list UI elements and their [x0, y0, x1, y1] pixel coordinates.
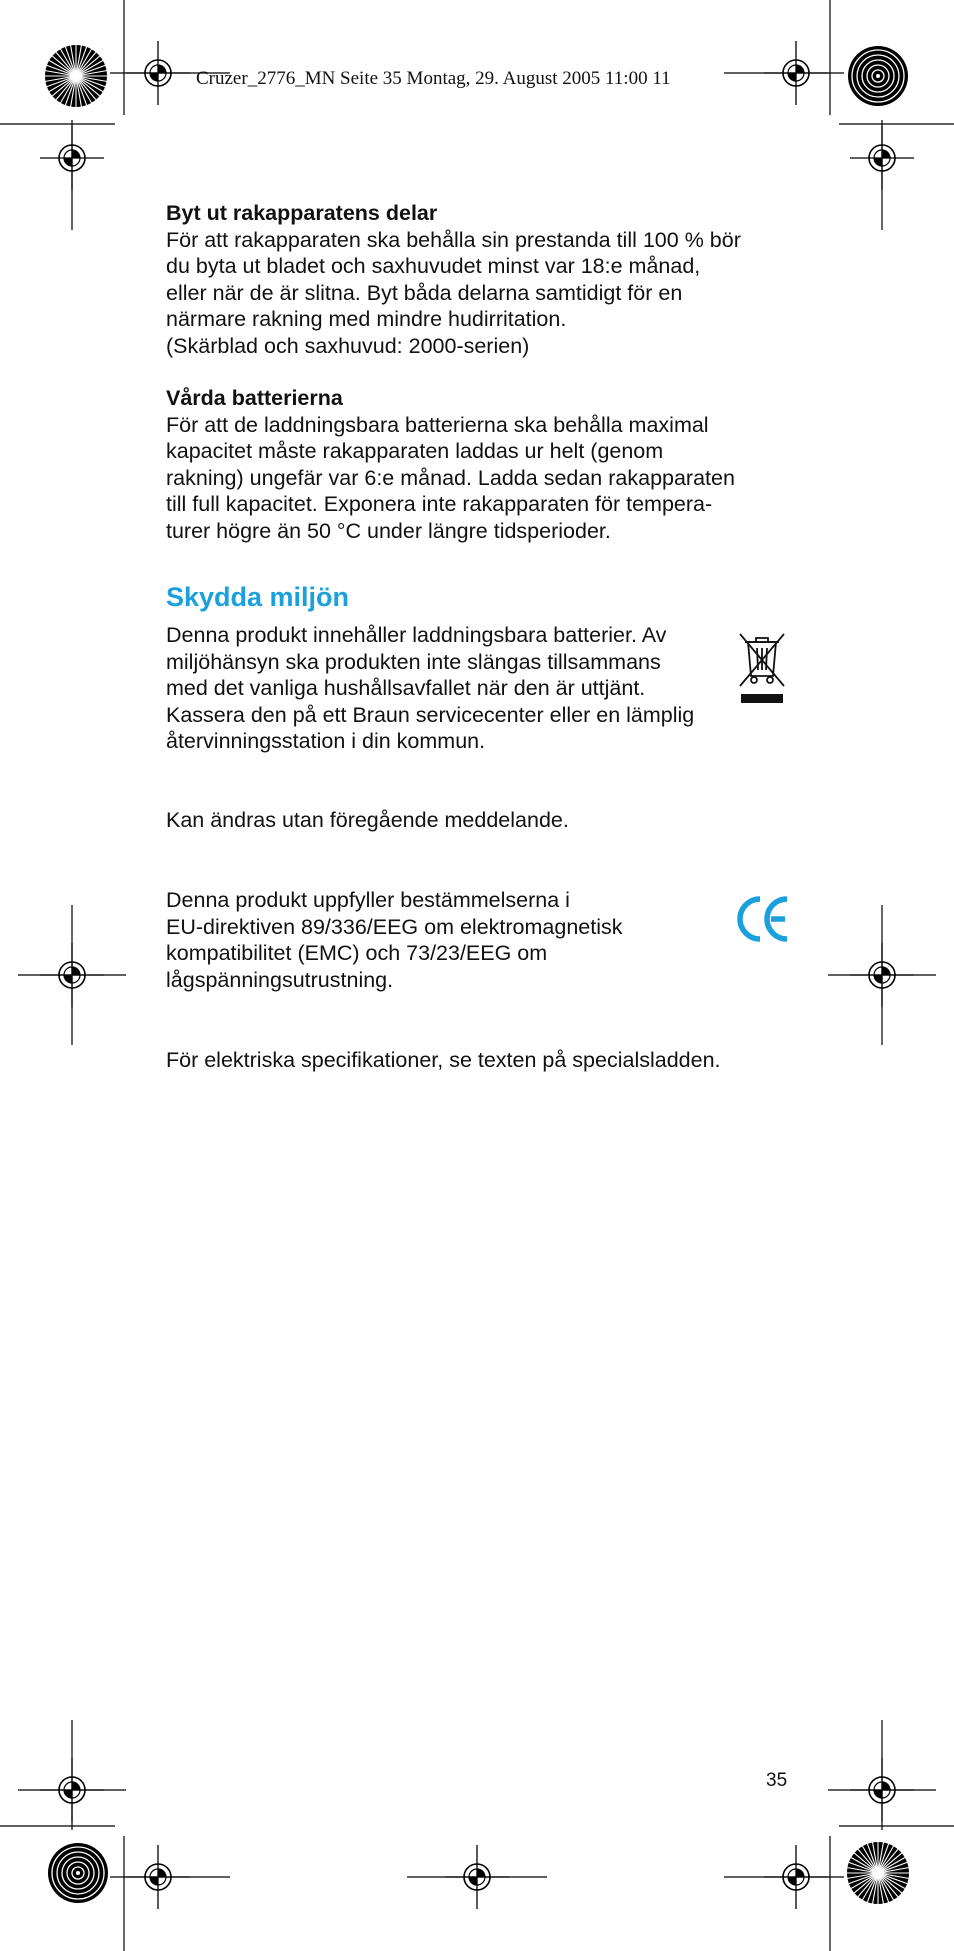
section-ce	[166, 887, 796, 993]
section-electrical	[166, 1047, 796, 1074]
text-line: eller när de är slitna. Byt båda delarna samtidigt för en	[166, 280, 683, 305]
print-slug: Cruzer_2776_MN Seite 35 Montag, 29. August 2005 11:00 11	[196, 68, 671, 89]
section-replace-parts	[166, 200, 796, 359]
text-line: Denna produkt uppfyller bestämmelserna i	[166, 888, 570, 912]
environment-heading: Skydda miljön	[166, 582, 350, 612]
text-line: För att rakapparaten ska behålla sin prestanda till 100 % bör	[166, 227, 741, 252]
section-title: Vårda batterierna	[166, 386, 343, 410]
text-line: miljöhänsyn ska produkten inte slängas tillsammans	[166, 649, 661, 674]
text-line: kapacitet måste rakapparaten laddas ur helt (genom	[166, 439, 664, 463]
text-line: till full kapacitet. Exponera inte rakapparaten för tempera-	[166, 492, 713, 516]
text-line: närmare rakning med mindre hudirritation.	[166, 307, 567, 331]
text-line: du byta ut bladet och saxhuvudet minst var 18:e månad,	[166, 254, 701, 278]
section-battery-care	[166, 385, 796, 544]
text-line: rakning) ungefär var 6:e månad. Ladda sedan rakapparaten	[166, 465, 735, 490]
text-line: återvinningsstation i din kommun.	[166, 729, 486, 753]
text-line: med det vanliga hushållsavfallet när den är uttjänt.	[166, 676, 646, 700]
text-line: För att de laddningsbara batterierna ska behålla maximal	[166, 412, 709, 437]
notice-text: Kan ändras utan föregående meddelande.	[166, 807, 569, 832]
page-number: 35	[766, 1770, 788, 1791]
text-line: Denna produkt innehåller laddningsbara batterier. Av	[166, 623, 667, 647]
text-line: kompatibilitet (EMC) och 73/23/EEG om	[166, 941, 548, 965]
section-title: Byt ut rakapparatens delar	[166, 201, 438, 225]
text-line: EU-direktiven 89/336/EEG om elektromagnetisk	[166, 914, 623, 939]
electrical-text: För elektriska specifikationer, se texten på specialsladden.	[166, 1048, 721, 1072]
text-line: turer högre än 50 °C under längre tidsperioder.	[166, 518, 611, 543]
crossed-out-wheelie-bin-icon	[737, 630, 787, 704]
section-environment	[166, 580, 796, 755]
text-line: lågspänningsutrustning.	[166, 967, 394, 992]
text-line: (Skärblad och saxhuvud: 2000-serien)	[166, 333, 530, 358]
text-line: Kassera den på ett Braun servicecenter eller en lämplig	[166, 702, 695, 727]
section-notice	[166, 807, 796, 834]
page-content	[166, 200, 796, 1074]
ce-mark-icon	[735, 894, 791, 944]
